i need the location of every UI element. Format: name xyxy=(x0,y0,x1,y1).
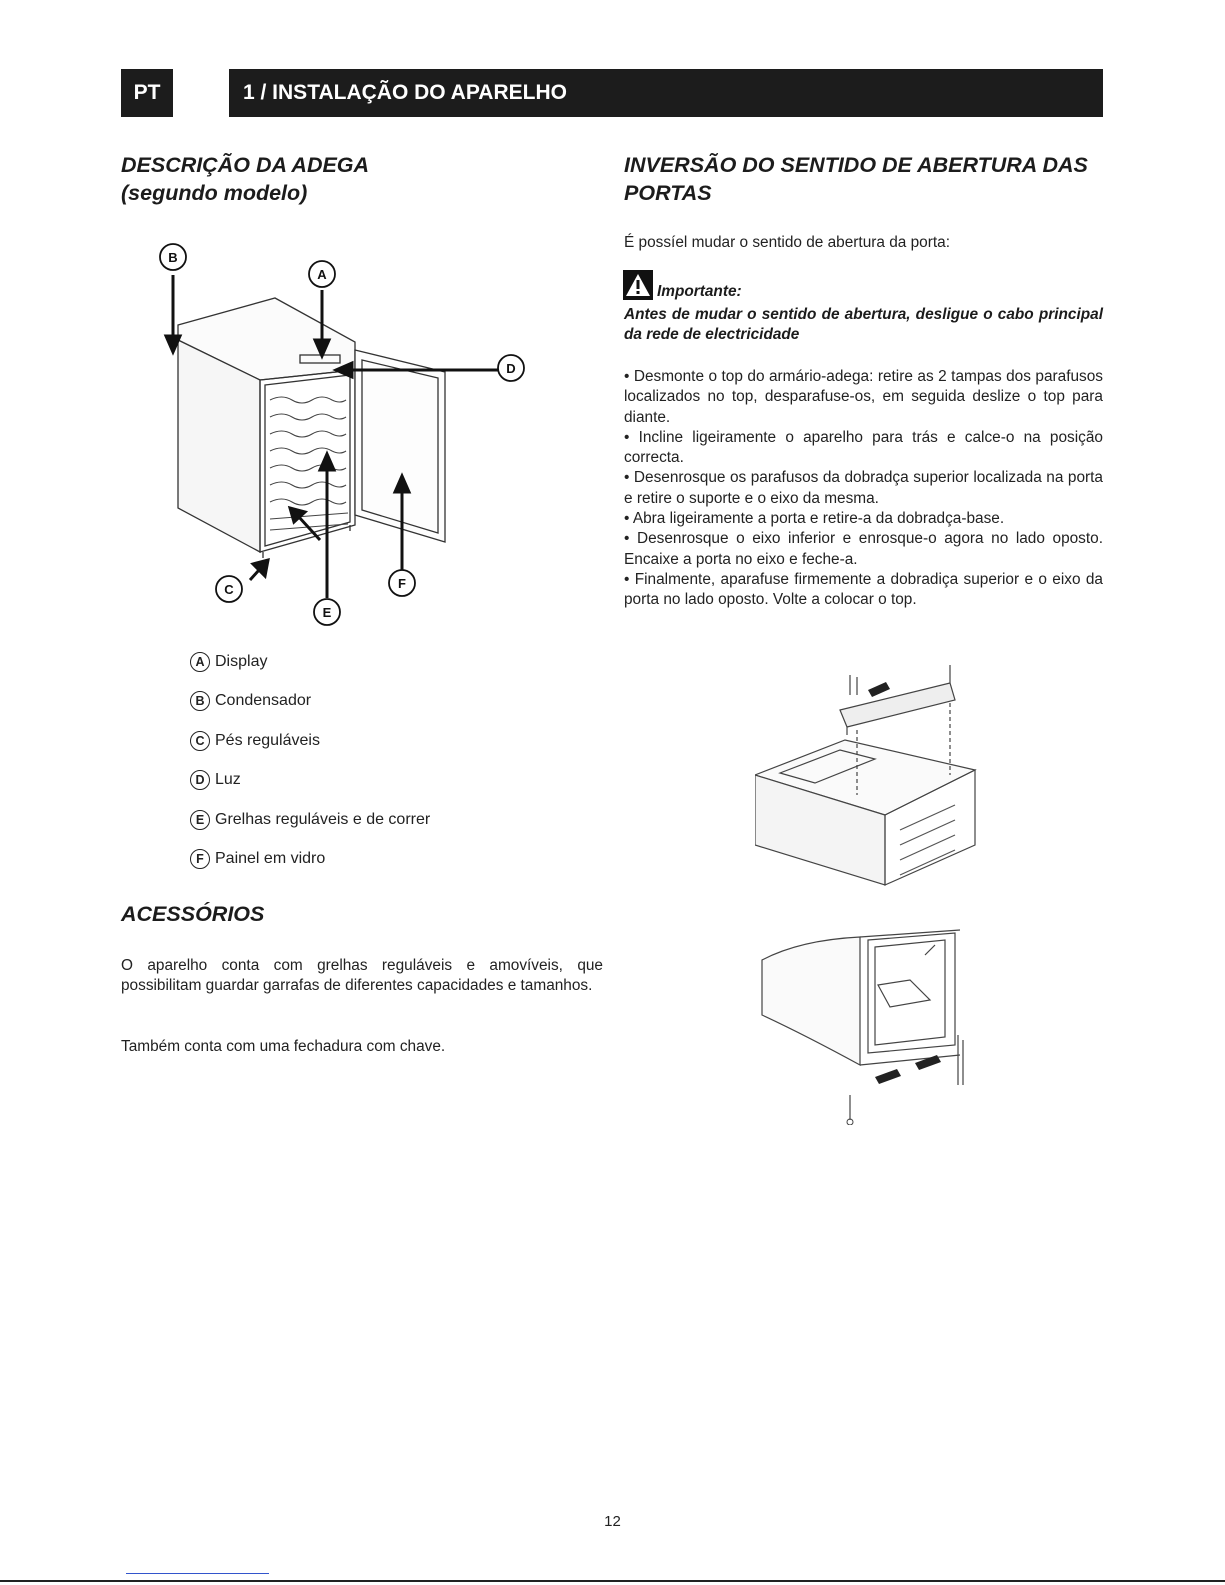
callout-b-label: B xyxy=(168,250,178,265)
legend-item xyxy=(190,732,430,771)
description-heading xyxy=(121,151,369,207)
legend-letter: D xyxy=(190,770,210,790)
important-text: Antes de mudar o sentido de abertura, desligue o cabo principal da rede de electricidade xyxy=(624,306,1103,344)
lock-paragraph: Também conta com uma fechadura com chave. xyxy=(121,1038,446,1055)
legend-item xyxy=(190,811,430,850)
legend-letter: E xyxy=(190,810,210,830)
legend-label: Luz xyxy=(215,771,241,789)
step-item: • Abra ligeiramente a porta e retire-a da dobradça-base. xyxy=(624,510,1005,528)
door-reversal-steps xyxy=(624,367,1103,611)
callout-e-label: E xyxy=(322,605,332,620)
legend-letter: A xyxy=(190,652,210,672)
callout-f-label: F xyxy=(398,576,406,591)
intro-text: É possíel mudar o sentido de abertura da porta: xyxy=(624,234,950,251)
bottom-rule xyxy=(0,1580,1225,1582)
accessories-heading: ACESSÓRIOS xyxy=(121,902,265,926)
legend-item xyxy=(190,692,430,731)
footer-link-underline xyxy=(126,1573,269,1574)
step-item: • Desmonte o top do armário-adega: retire as 2 tampas dos parafusos localizados no top, desparafuse-os, em seguida deslize o top para diante. xyxy=(624,368,1103,426)
step-item: • Finalmente, aparafuse firmemente a dobradiça superior e o eixo da porta no lado oposto. Volte a colocar o top. xyxy=(624,570,1103,609)
legend-label: Grelhas reguláveis e de correr xyxy=(215,810,431,828)
legend-label: Condensador xyxy=(215,692,312,710)
description-heading-line2: (segundo modelo) xyxy=(121,181,308,205)
section-title-bar: 1 / INSTALAÇÃO DO APARELHO xyxy=(229,69,1103,117)
legend-item xyxy=(190,653,430,692)
door-reversal-heading-line2: PORTAS xyxy=(624,181,712,205)
page-number: 12 xyxy=(604,1513,621,1530)
legend-label: Display xyxy=(215,653,268,670)
legend-letter: F xyxy=(190,849,210,869)
callout-c-label: C xyxy=(224,582,234,597)
bottom-hinge-diagram xyxy=(760,925,990,1125)
step-item: • Incline ligeiramente o aparelho para trás e calce-o na posição correcta. xyxy=(624,428,1103,467)
legend-letter: C xyxy=(190,731,210,751)
door-reversal-heading-line1: INVERSÃO DO SENTIDO DE ABERTURA DAS xyxy=(624,153,1088,177)
legend-label: Painel em vidro xyxy=(215,849,326,867)
language-badge: PT xyxy=(121,69,173,117)
warning-triangle-icon xyxy=(623,270,653,300)
step-item: • Desenrosque o eixo inferior e enrosque-o agora no lado oposto. Encaixe a porta no eixo e feche-a. xyxy=(624,530,1103,568)
legend-item xyxy=(190,850,430,889)
door-reversal-heading xyxy=(624,151,1103,207)
callout-a-label: A xyxy=(317,267,327,282)
parts-legend xyxy=(190,653,430,889)
step-item: • Desenrosque os parafusos da dobradça superior localizada na porta e retire o suporte e o eixo da mesma. xyxy=(624,469,1103,507)
callout-d-label: D xyxy=(506,361,516,376)
description-heading-line1: DESCRIÇÃO DA ADEGA xyxy=(121,153,370,177)
legend-letter: B xyxy=(190,691,210,711)
wine-cellar-diagram xyxy=(150,240,540,630)
accessories-paragraph: O aparelho conta com grelhas reguláveis e amovíveis, que possibilitam guardar garrafas de diferentes capacidades e tamanhos. xyxy=(121,957,603,995)
top-hinge-diagram xyxy=(755,655,995,895)
legend-item xyxy=(190,771,430,810)
legend-label: Pés reguláveis xyxy=(215,731,320,749)
important-label: Importante: xyxy=(657,283,742,300)
